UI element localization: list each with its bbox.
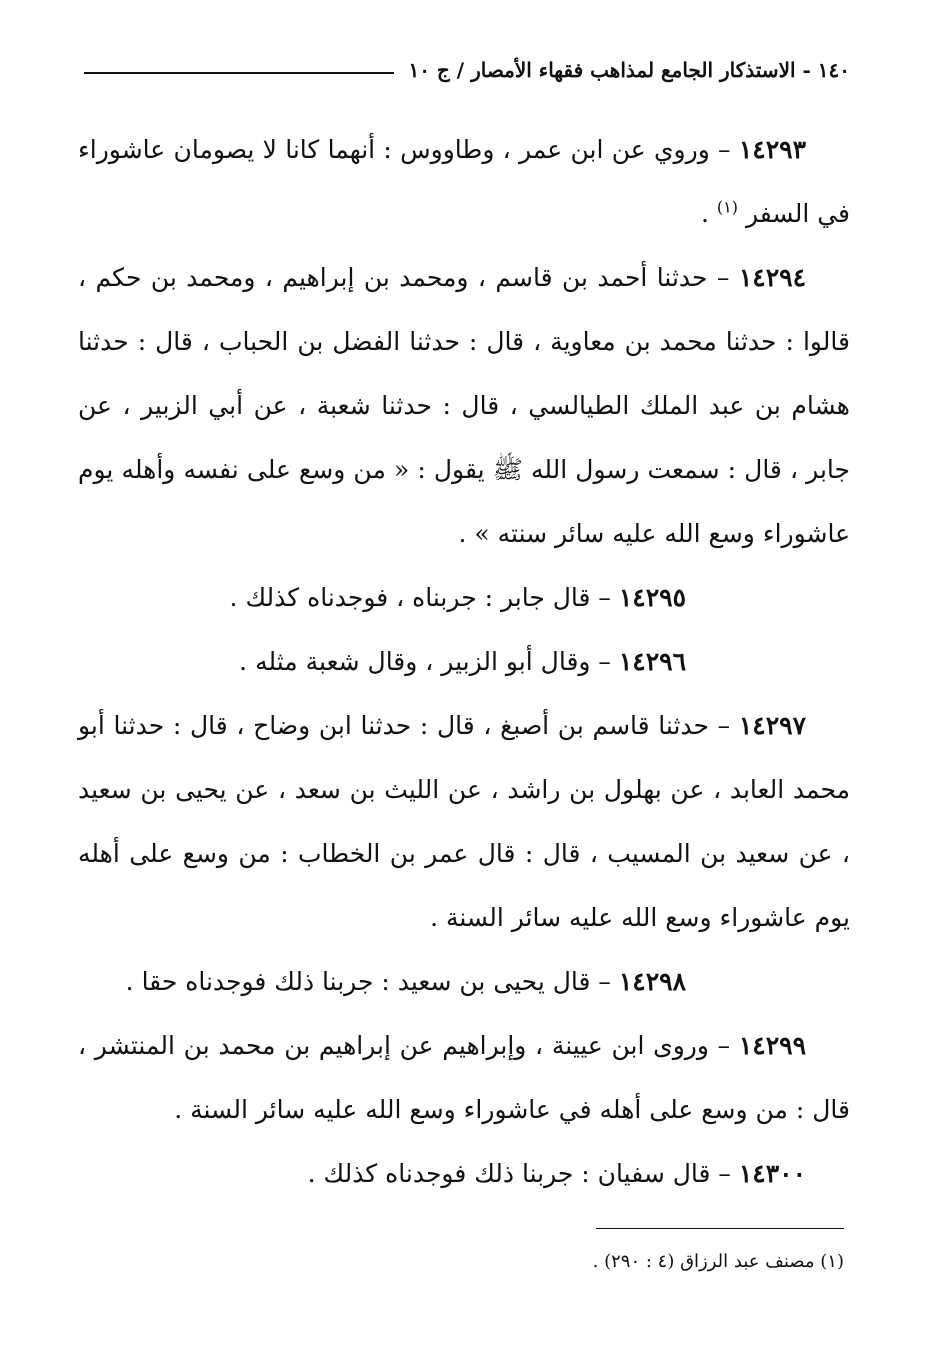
paragraph-number: ١٤٢٩٩ <box>738 1031 806 1060</box>
paragraph-number: ١٤٢٩٧ <box>738 711 806 740</box>
paragraph-number: ١٤٢٩٦ <box>618 647 686 676</box>
paragraph-text: – حدثنا أحمد بن قاسم ، ومحمد بن إبراهيم ، ومحمد بن حكم ، قالوا : حدثنا محمد بن معاوية ، قال : حدثنا الفضل بن الحباب ، قال : حدثنا هشام بن عبد الملك الطيالسي ، قال : حدثنا شعبة ، عن أبي الزبير ، عن جابر ، قال : سمعت رسول الله ﷺ يقول : « من وسع على نفسه وأهله يوم عاشوراء وسع الله عليه سائر سنته » . <box>78 263 850 548</box>
paragraph-number: ١٤٣٠٠ <box>738 1159 806 1188</box>
paragraph-number: ١٤٢٩٣ <box>738 135 806 164</box>
running-head-rule <box>84 72 394 74</box>
paragraph-14300 <box>78 1142 850 1206</box>
paragraph-tail: . <box>701 199 717 228</box>
paragraph-14296 <box>78 630 850 694</box>
paragraph-text: – وروي عن ابن عمر ، وطاووس : أنهما كانا لا يصومان عاشوراء في السفر <box>78 135 850 228</box>
paragraph-14297 <box>78 694 850 950</box>
paragraph-text: – وروى ابن عيينة ، وإبراهيم عن إبراهيم بن محمد بن المنتشر ، قال : من وسع على أهله في عاشوراء وسع الله عليه سائر السنة . <box>78 1031 850 1124</box>
paragraph-text: – قال يحيى بن سعيد : جربنا ذلك فوجدناه حقا . <box>125 967 619 996</box>
paragraph-14294 <box>78 246 850 566</box>
body-text <box>78 118 850 1206</box>
footnote-marker[interactable]: (١) <box>716 197 738 217</box>
running-head-text: ١٤٠ - الاستذكار الجامع لمذاهب فقهاء الأمصار / ج ١٠ <box>408 58 850 82</box>
paragraph-14293 <box>78 118 850 246</box>
paragraph-14299 <box>78 1014 850 1142</box>
paragraph-text: – قال سفيان : جربنا ذلك فوجدناه كذلك . <box>307 1159 739 1188</box>
paragraph-number: ١٤٢٩٤ <box>738 263 806 292</box>
paragraph-14298 <box>78 950 850 1014</box>
paragraph-number: ١٤٢٩٥ <box>618 583 686 612</box>
footnote: (١) مصنف عبد الرزاق (٤ : ٢٩٠) . <box>592 1251 844 1272</box>
running-head <box>84 52 850 88</box>
paragraph-text: – حدثنا قاسم بن أصبغ ، قال : حدثنا ابن وضاح ، قال : حدثنا أبو محمد العابد ، عن بهلول بن راشد ، عن الليث بن سعد ، عن يحيى بن سعيد ، عن سعيد بن المسيب ، قال : قال عمر بن الخطاب : من وسع على أهله يوم عاشوراء وسع الله عليه سائر السنة . <box>78 711 850 932</box>
paragraph-number: ١٤٢٩٨ <box>618 967 686 996</box>
paragraph-14295 <box>78 566 850 630</box>
paragraph-text: – قال جابر : جربناه ، فوجدناه كذلك . <box>229 583 619 612</box>
footnote-divider <box>596 1228 844 1229</box>
paragraph-text: – وقال أبو الزبير ، وقال شعبة مثله . <box>239 647 619 676</box>
